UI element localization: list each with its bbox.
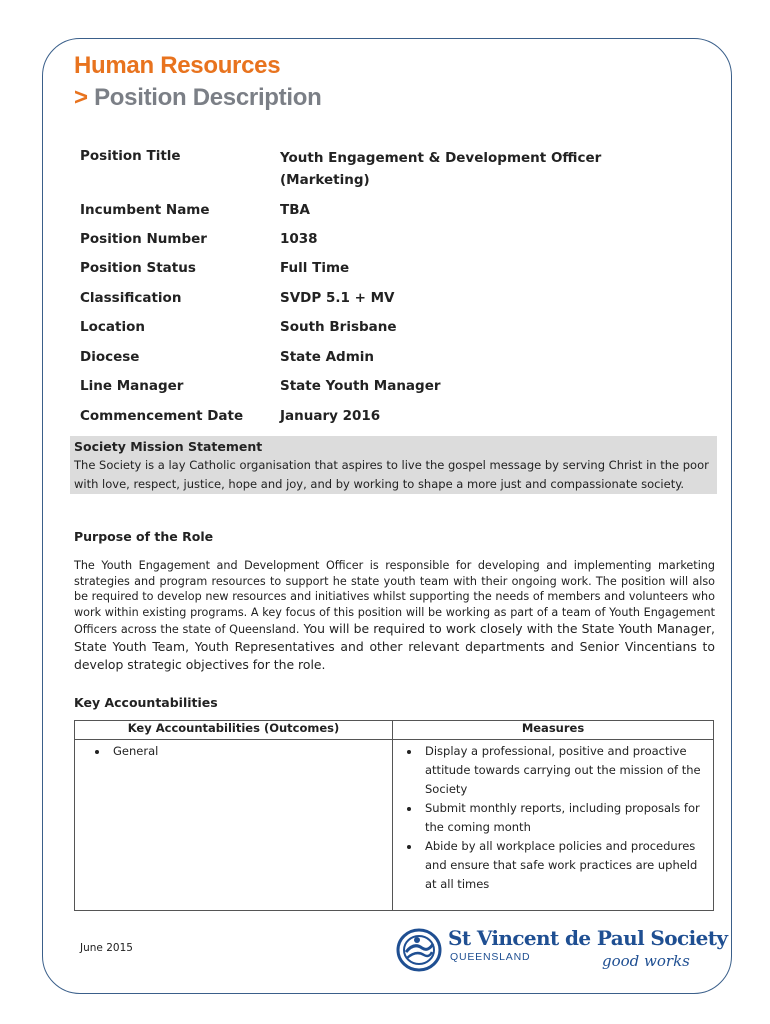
column-header-outcomes: Key Accountabilities (Outcomes) <box>75 721 393 740</box>
measures-list <box>393 742 713 894</box>
logo-tagline: good works <box>602 952 690 970</box>
list-item: • General <box>109 742 392 761</box>
logo-region: QUEENSLAND <box>450 951 531 963</box>
doc-title-line2 <box>74 84 321 112</box>
field-value: TBA <box>280 202 310 218</box>
field-label: Position Status <box>80 260 196 276</box>
field-position-status <box>80 260 349 276</box>
field-value: 1038 <box>280 231 318 247</box>
mission-text <box>74 456 713 494</box>
doc-title-line1: Human Resources <box>74 52 281 79</box>
mission-statement-box <box>70 436 717 494</box>
mission-text-line2: with love, respect, justice, hope and joy, and by working to shape a more just and compassionate society. <box>74 477 685 491</box>
svdp-logo <box>396 924 728 976</box>
field-value: State Youth Manager <box>280 378 441 394</box>
field-value-line1: Youth Engagement & Development Officer <box>280 150 602 166</box>
field-value <box>280 147 601 191</box>
table-row <box>75 740 714 911</box>
field-location <box>80 319 397 335</box>
field-label: Location <box>80 319 145 335</box>
field-value: State Admin <box>280 349 375 365</box>
field-label: Position Title <box>80 148 181 164</box>
list-item: • Submit monthly reports, including proposals for the coming month <box>421 799 703 837</box>
field-diocese <box>80 349 374 365</box>
title-text: Position Description <box>94 84 322 111</box>
field-commencement-date <box>80 408 380 424</box>
list-item: • Display a professional, positive and proactive attitude towards carrying out the mission of the Society <box>421 742 703 799</box>
mission-text-line1: The Society is a lay Catholic organisation that aspires to live the gospel message by serving Christ in the poor <box>74 458 709 472</box>
field-label: Incumbent Name <box>80 202 210 218</box>
logo-name: St Vincent de Paul Society <box>448 926 728 950</box>
purpose-text-part2: You will be required to work closely with the State Youth Manager, State Youth Team, Youth Representatives and other relevant departments and Senior Vincentians to develop strategic objectives for the role. <box>74 621 715 672</box>
field-value: January 2016 <box>280 408 381 424</box>
mission-heading: Society Mission Statement <box>74 439 263 454</box>
field-value-line2: (Marketing) <box>280 172 370 188</box>
field-value: SVDP 5.1 + MV <box>280 290 395 306</box>
field-position-number <box>80 231 318 247</box>
key-accountabilities-heading: Key Accountabilities <box>74 695 218 710</box>
field-value: Full Time <box>280 260 350 276</box>
field-classification <box>80 290 394 306</box>
field-line-manager <box>80 378 441 394</box>
column-header-measures: Measures <box>393 721 714 740</box>
field-label: Diocese <box>80 349 140 365</box>
purpose-text-part1: The Youth Engagement and Development Officer is responsible for developing and implementing marketing strategies and program resources to support he state youth team with their ongoing work. The position will also be required to develop new resources and initiatives whilst supporting the needs of members and volunteers who work within existing programs. A key focus of this position will be working as part of a team of Youth Engagement Officers across the state of Queensland. <box>74 559 715 637</box>
title-arrow: > <box>74 84 88 111</box>
purpose-text <box>74 558 715 673</box>
footer-date: June 2015 <box>80 942 133 954</box>
field-value: South Brisbane <box>280 319 397 335</box>
svdp-emblem-icon <box>396 928 442 972</box>
field-label: Commencement Date <box>80 408 244 424</box>
field-position-title <box>80 148 601 191</box>
measures-cell <box>393 740 714 911</box>
list-item: • Abide by all workplace policies and procedures and ensure that safe work practices are upheld at all times <box>421 837 703 894</box>
field-incumbent-name <box>80 202 310 218</box>
outcome-cell <box>75 740 393 911</box>
purpose-heading: Purpose of the Role <box>74 529 214 544</box>
table-header-row <box>75 721 714 740</box>
field-label: Line Manager <box>80 378 184 394</box>
key-accountabilities-table <box>74 720 714 911</box>
field-label: Position Number <box>80 231 207 247</box>
field-label: Classification <box>80 290 182 306</box>
outcome-list <box>75 742 392 761</box>
